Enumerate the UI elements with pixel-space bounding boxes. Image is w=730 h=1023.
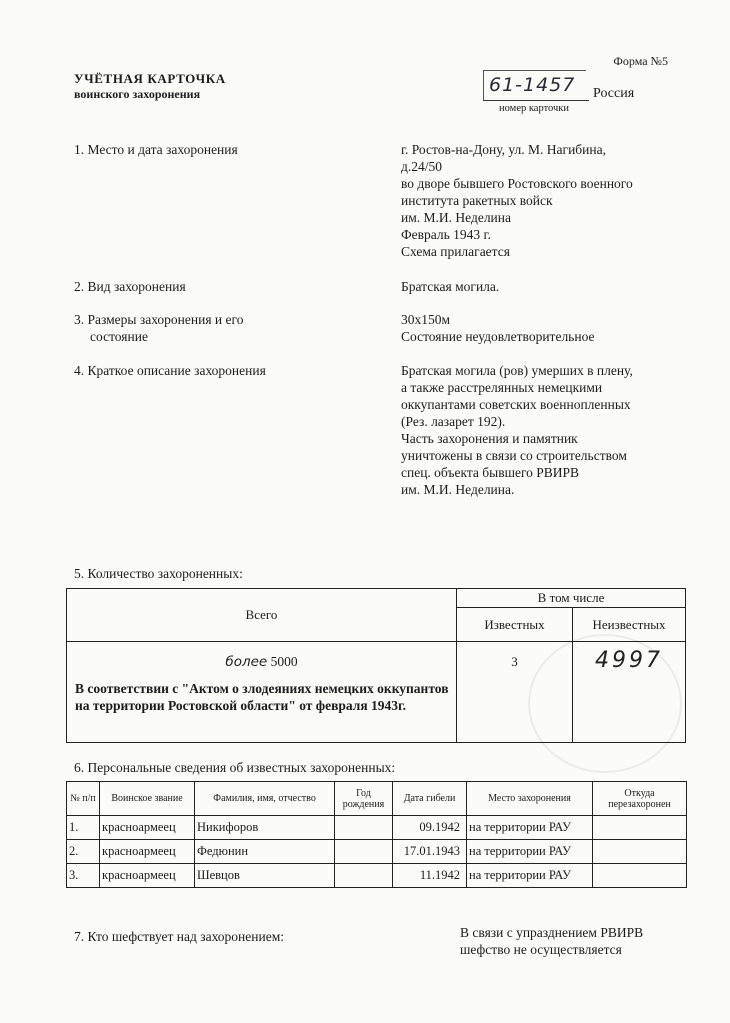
cell-name: Никифоров	[195, 816, 335, 840]
value-line: уничтожены в связи со строительством	[401, 448, 627, 463]
card-title: УЧЁТНАЯ КАРТОЧКА	[74, 71, 226, 86]
cell-reburied-from	[593, 816, 687, 840]
unknown-value: 4997	[595, 648, 663, 673]
known-cell	[457, 642, 573, 743]
cell-death-date: 17.01.1943	[393, 840, 467, 864]
label-line: 1. Место и дата захоронения	[74, 142, 238, 157]
cell-birth-year	[335, 816, 393, 840]
table-row	[67, 840, 687, 864]
col-header-number: № п/п	[67, 782, 100, 816]
cell-name: Шевцов	[195, 864, 335, 888]
cell-death-date: 09.1942	[393, 816, 467, 840]
cell-reburied-from	[593, 840, 687, 864]
value-line: В связи с упразднением РВИРВ	[460, 925, 644, 940]
value-line: г. Ростов-на-Дону, ул. М. Нагибина,	[401, 142, 606, 157]
cell-reburied-from	[593, 864, 687, 888]
value-line: оккупантами советских военнопленных	[401, 397, 631, 412]
col-header-death-date: Дата гибели	[393, 782, 467, 816]
col-header-name: Фамилия, имя, отчество	[195, 782, 335, 816]
cell-number: 3.	[67, 864, 100, 888]
value-line: 30x150м	[401, 312, 451, 327]
total-handwritten: более	[225, 654, 268, 670]
field-1-label	[74, 141, 238, 158]
card-number-caption: номер карточки	[499, 103, 569, 114]
value-line: им. М.И. Неделина	[401, 210, 511, 225]
cell-burial-place: на территории РАУ	[467, 840, 593, 864]
col-header-birth-year: Год рождения	[335, 782, 393, 816]
card-subtitle: воинского захоронения	[74, 87, 201, 101]
field-2-value	[401, 278, 681, 295]
value-line: Февраль 1943 г.	[401, 227, 491, 242]
field-3-value	[401, 311, 681, 345]
label-line: 4. Краткое описание захоронения	[74, 363, 266, 378]
total-note: В соответствии с "Актом о злодеяниях немецких оккупантов на территории Ростовской области" от февраля 1943г.	[75, 681, 449, 713]
cell-rank: красноармеец	[100, 816, 195, 840]
label-line: 3. Размеры захоронения и его	[74, 312, 244, 327]
unknown-cell	[573, 642, 686, 743]
card-number: 61-1457	[489, 74, 576, 96]
burial-count-table	[66, 588, 686, 743]
value-line: шефство не осуществляется	[460, 942, 622, 957]
total-cell	[67, 642, 457, 743]
country: Россия	[593, 86, 635, 101]
value-line: Схема прилагается	[401, 244, 510, 259]
cell-name: Федюнин	[195, 840, 335, 864]
cell-rank: красноармеец	[100, 864, 195, 888]
field-2-label	[74, 278, 186, 295]
field-4-label	[74, 362, 266, 379]
cell-birth-year	[335, 840, 393, 864]
value-line: во дворе бывшего Ростовского военного	[401, 176, 633, 191]
label-line: состояние	[90, 329, 148, 344]
known-value: 3	[511, 654, 518, 669]
form-number: Форма №5	[613, 54, 668, 68]
col-header-reburied-from: Откуда перезахоронен	[593, 782, 687, 816]
header-known: Известных	[457, 608, 573, 642]
total-value: 5000	[270, 654, 298, 669]
card-number-underline	[483, 100, 589, 101]
cell-birth-year	[335, 864, 393, 888]
field-4-value	[401, 362, 681, 498]
section-5-title: 5. Количество захороненных:	[74, 566, 243, 581]
header-total: Всего	[67, 589, 457, 642]
section-7-value	[460, 924, 643, 958]
value-line: им. М.И. Неделина.	[401, 482, 515, 497]
cell-death-date: 11.1942	[393, 864, 467, 888]
value-line: спец. объекта бывшего РВИРВ	[401, 465, 580, 480]
cell-number: 1.	[67, 816, 100, 840]
label-line: 2. Вид захоронения	[74, 279, 186, 294]
section-7-title: 7. Кто шефствует над захоронением:	[74, 929, 285, 944]
value-line: Братская могила (ров) умерших в плену,	[401, 363, 633, 378]
cell-rank: красноармеец	[100, 840, 195, 864]
value-line: института ракетных войск	[401, 193, 553, 208]
cell-burial-place: на территории РАУ	[467, 816, 593, 840]
total-line	[67, 654, 456, 670]
value-line: Состояние неудовлетворительное	[401, 329, 595, 344]
value-line: а также расстрелянных немецкими	[401, 380, 603, 395]
table-row	[67, 816, 687, 840]
header-including: В том числе	[457, 589, 686, 608]
cell-number: 2.	[67, 840, 100, 864]
cell-burial-place: на территории РАУ	[467, 864, 593, 888]
known-burials-table	[66, 781, 687, 888]
value-line: д.24/50	[401, 159, 442, 174]
field-3-label	[74, 311, 243, 345]
col-header-rank: Воинское звание	[100, 782, 195, 816]
section-6-title: 6. Персональные сведения об известных захороненных:	[74, 760, 396, 775]
table-row	[67, 864, 687, 888]
value-line: Братская могила.	[401, 279, 500, 294]
value-line: Часть захоронения и памятник	[401, 431, 578, 446]
field-1-value	[401, 141, 681, 260]
col-header-burial-place: Место захоронения	[467, 782, 593, 816]
value-line: (Рез. лазарет 192).	[401, 414, 506, 429]
header-unknown: Неизвестных	[573, 608, 686, 642]
